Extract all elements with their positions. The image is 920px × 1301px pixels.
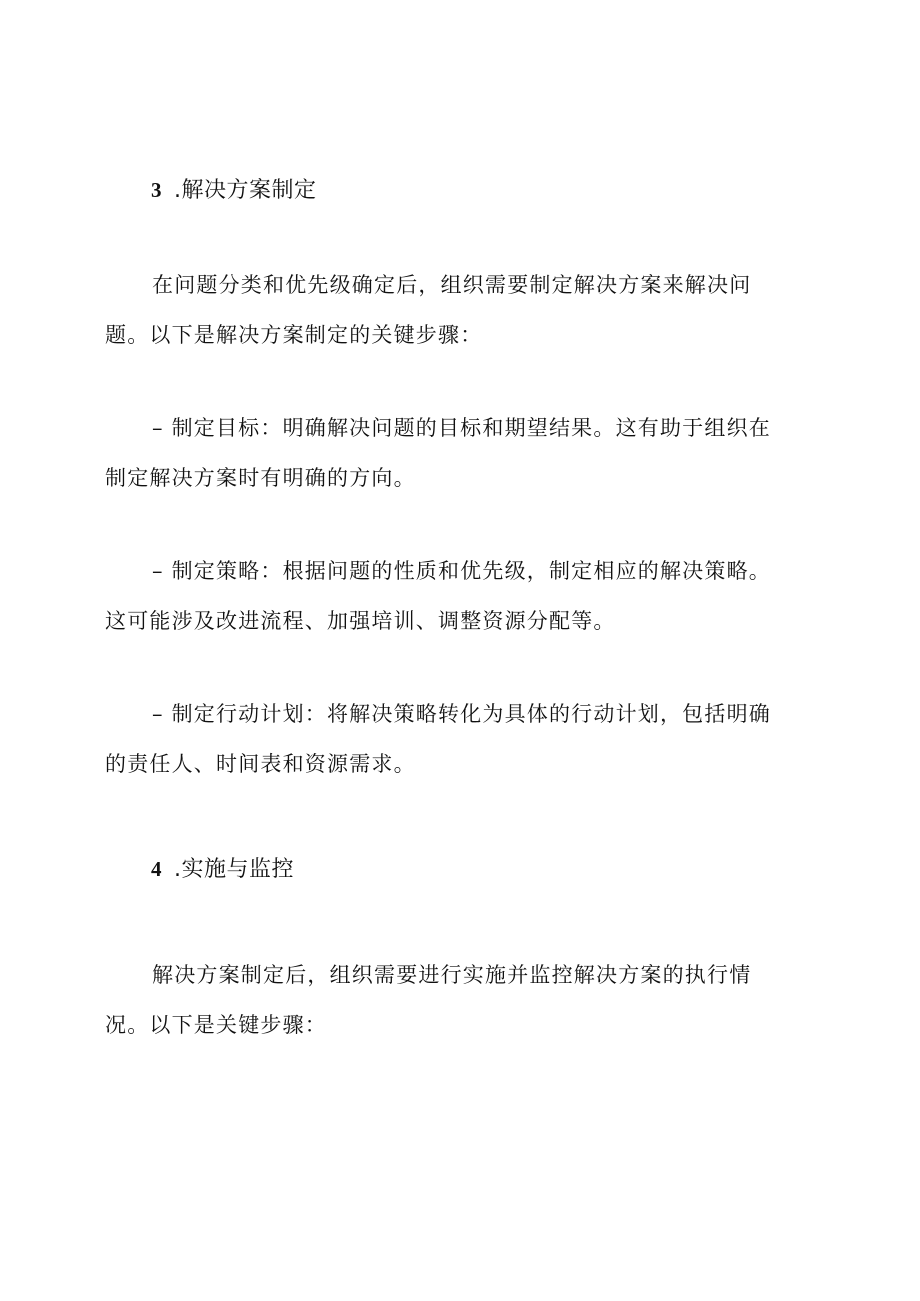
paragraph-line: 在问题分类和优先级确定后，组织需要制定解决方案来解决问 — [152, 273, 752, 297]
paragraph-line: – 制定行动计划：将解决策略转化为具体的行动计划，包括明确 — [152, 702, 771, 726]
paragraph-goal — [105, 403, 805, 503]
paragraph-line: – 制定策略：根据问题的性质和优先级，制定相应的解决策略。 — [152, 559, 771, 583]
section-heading-4 — [151, 854, 294, 885]
paragraph-line: 况。以下是关键步骤： — [105, 1013, 327, 1037]
section-title: .实施与监控 — [174, 857, 294, 882]
section-title: .解决方案制定 — [174, 178, 317, 203]
paragraph-line: 这可能涉及改进流程、加强培训、调整资源分配等。 — [105, 609, 616, 633]
paragraph-line: – 制定目标：明确解决问题的目标和期望结果。这有助于组织在 — [152, 416, 771, 440]
section-number: 3 — [151, 178, 162, 202]
section-number: 4 — [151, 857, 162, 881]
section-heading-3 — [151, 175, 317, 206]
paragraph-line: 题。以下是解决方案制定的关键步骤： — [105, 323, 483, 347]
paragraph-line: 制定解决方案时有明确的方向。 — [105, 466, 416, 490]
paragraph-intro — [105, 260, 805, 360]
paragraph-line: 解决方案制定后，组织需要进行实施并监控解决方案的执行情 — [152, 963, 752, 987]
paragraph-action-plan — [105, 689, 805, 789]
paragraph-line: 的责任人、时间表和资源需求。 — [105, 752, 416, 776]
paragraph-strategy — [105, 546, 805, 646]
paragraph-implementation — [105, 950, 805, 1050]
